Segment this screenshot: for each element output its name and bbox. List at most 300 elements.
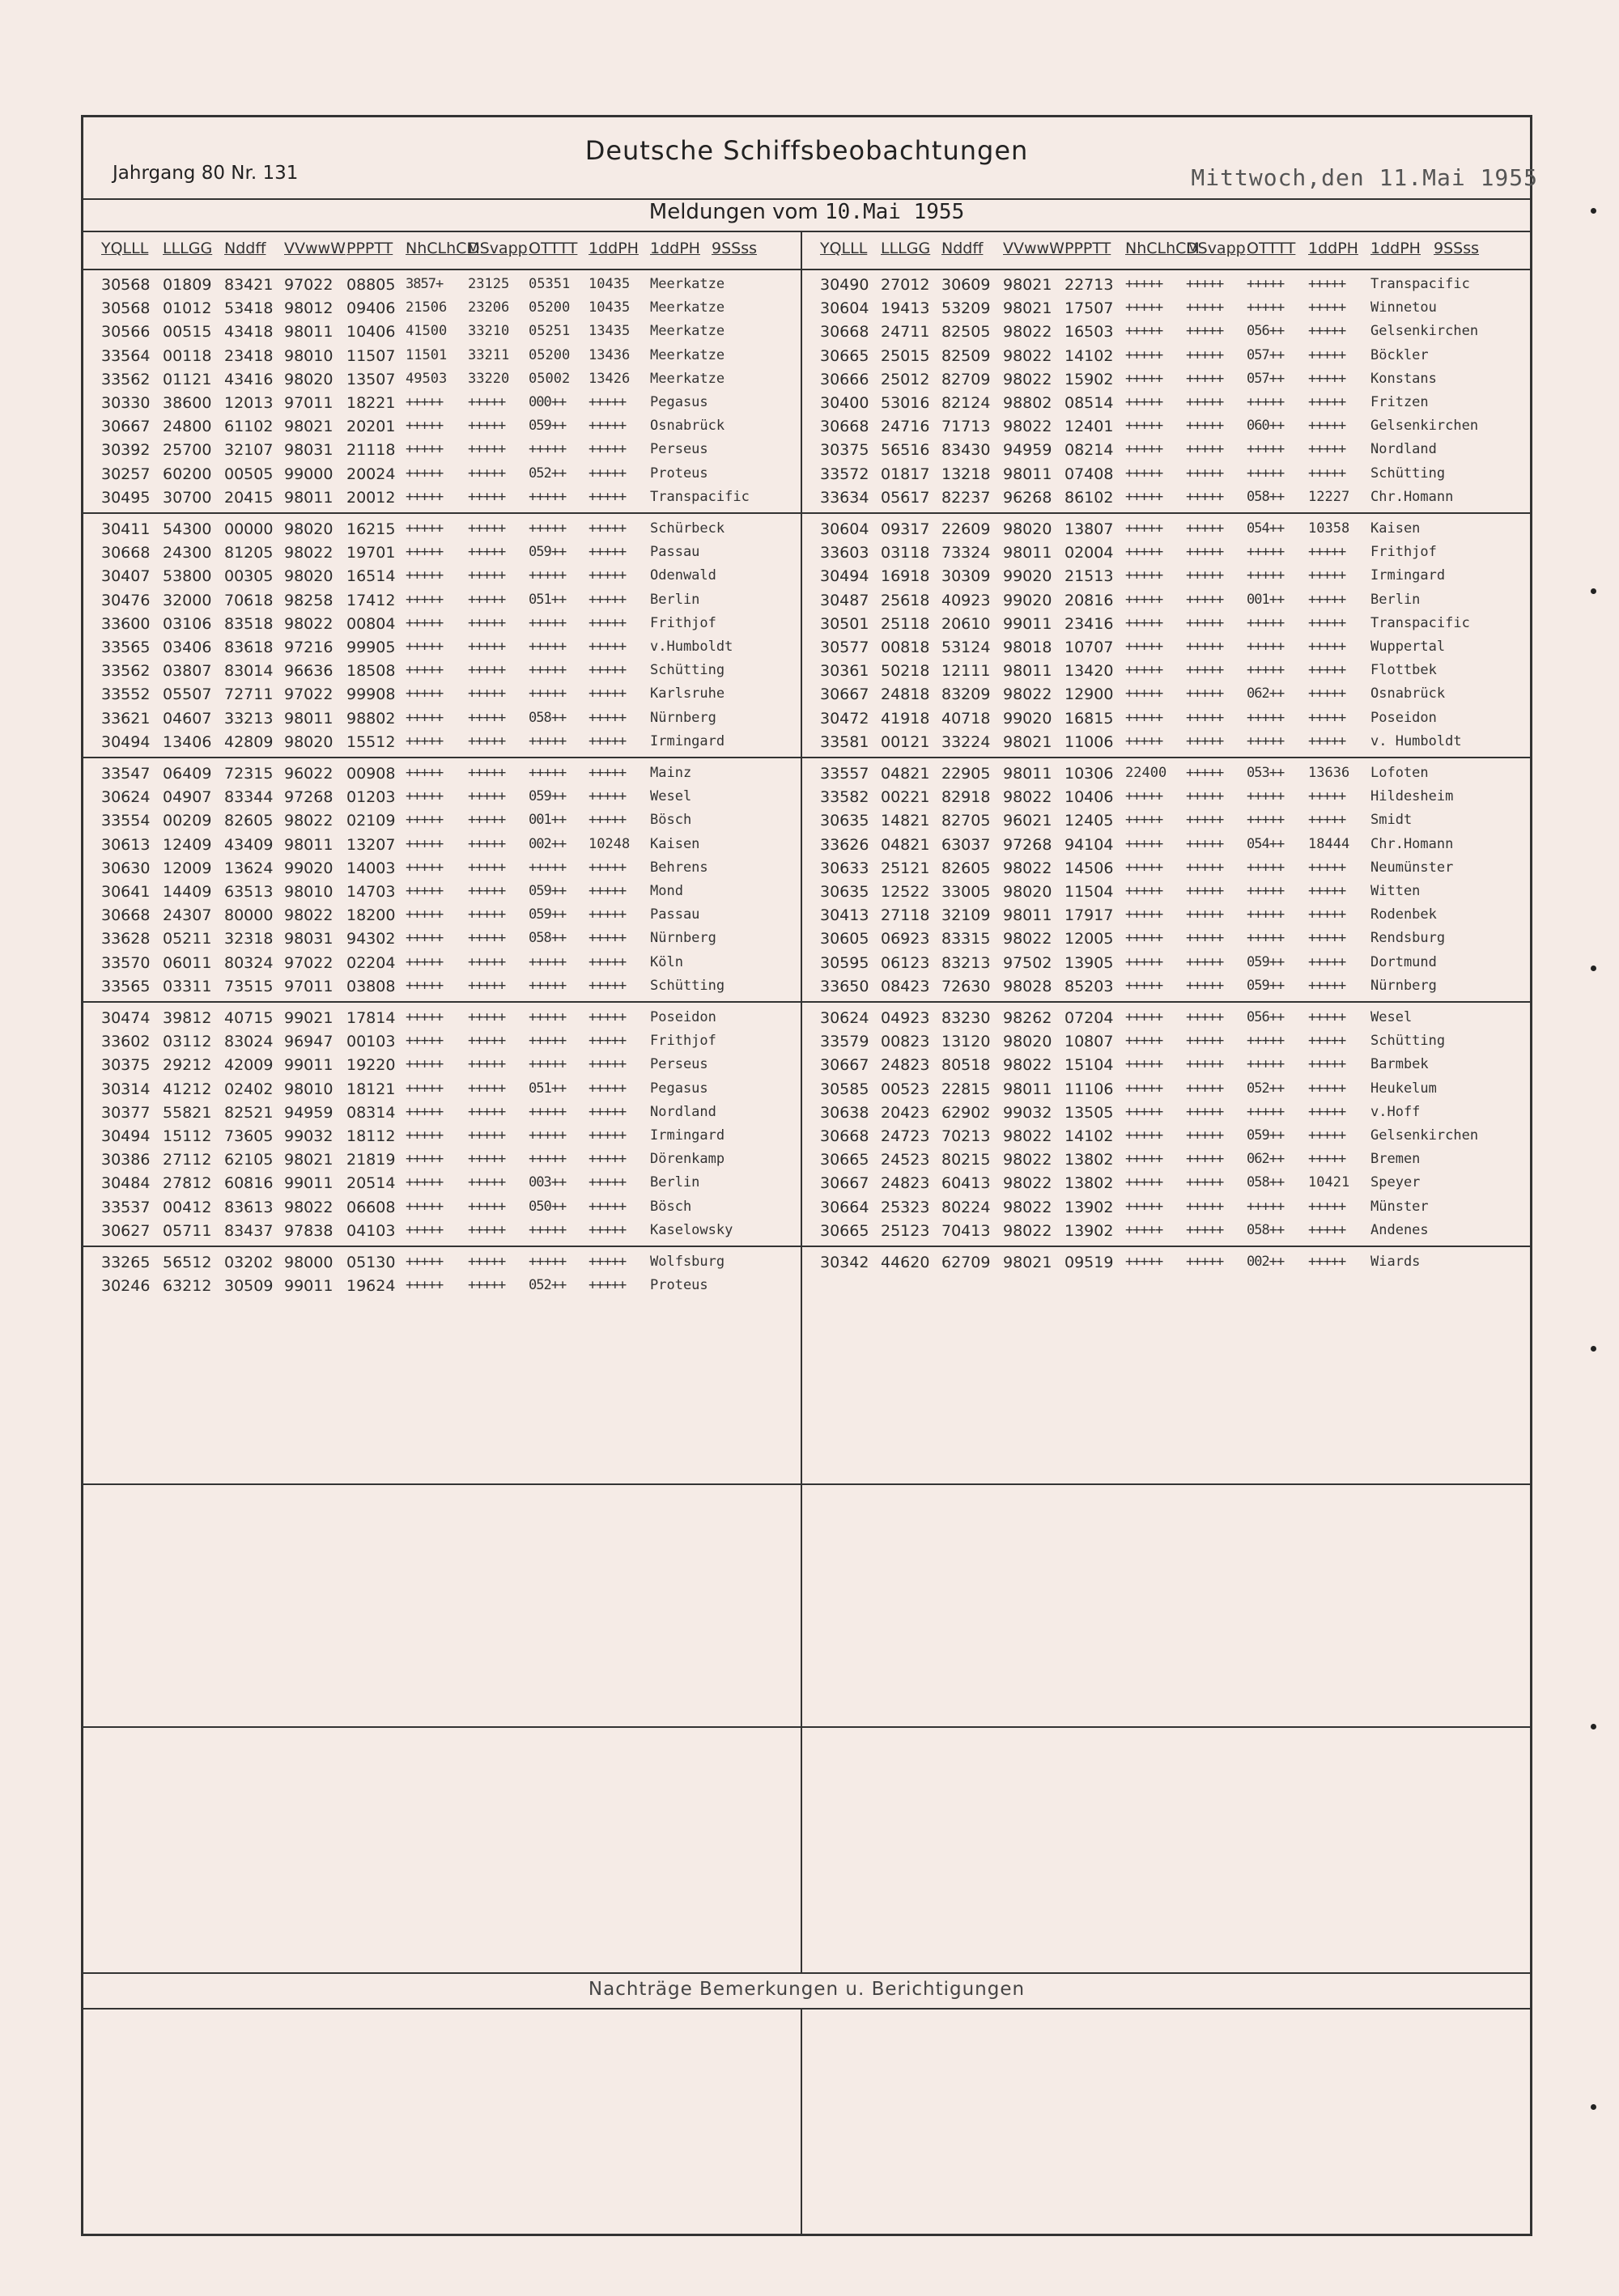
reports-heading xyxy=(83,200,1530,224)
obs-cell: 13902 xyxy=(1064,1221,1114,1240)
obs-cell: 98022 xyxy=(1003,859,1052,877)
obs-cell: 33005 xyxy=(941,883,991,901)
obs-cell: 30585 xyxy=(820,1080,869,1098)
obs-cell: 02204 xyxy=(346,953,396,972)
obs-cell: 059++ xyxy=(529,883,567,899)
obs-cell: 25012 xyxy=(881,370,930,388)
obs-cell: 98022 xyxy=(284,544,334,562)
obs-cell: +++++ xyxy=(589,953,627,970)
obs-cell: 10306 xyxy=(1064,765,1114,783)
obs-cell: +++++ xyxy=(589,977,627,994)
obs-cell: +++++ xyxy=(468,614,506,631)
obs-cell: +++++ xyxy=(1247,614,1285,631)
obs-cell: +++++ xyxy=(1186,299,1224,316)
obs-cell: 42809 xyxy=(224,732,274,751)
obs-cell: 98020 xyxy=(1003,520,1052,538)
obs-cell: 23418 xyxy=(224,346,274,365)
obs-cell: 63212 xyxy=(163,1277,212,1296)
obs-cell: 30361 xyxy=(820,662,869,681)
obs-cell: +++++ xyxy=(1186,1033,1224,1050)
ship-name: Flottbek xyxy=(1370,662,1437,679)
obs-cell: +++++ xyxy=(1308,276,1346,292)
document-title: Deutsche Schiffsbeobachtungen xyxy=(584,135,1029,166)
divider xyxy=(83,269,1530,270)
obs-cell: 98022 xyxy=(1003,418,1052,436)
obs-cell: 30665 xyxy=(820,1151,869,1169)
obs-cell: 13905 xyxy=(1064,953,1114,972)
block-divider xyxy=(83,1972,1530,1974)
obs-cell: +++++ xyxy=(1186,732,1224,749)
obs-cell: +++++ xyxy=(1308,709,1346,726)
obs-cell: 40715 xyxy=(224,1009,274,1027)
obs-cell: +++++ xyxy=(406,1080,444,1097)
ship-name: Meerkatze xyxy=(650,323,725,340)
obs-cell: +++++ xyxy=(1308,906,1346,923)
obs-cell: 98022 xyxy=(1003,346,1052,365)
reports-date: 10.Mai 1955 xyxy=(825,200,965,224)
ship-name: Pegasus xyxy=(650,1080,708,1097)
ship-name: Nürnberg xyxy=(1370,977,1437,994)
obs-cell: +++++ xyxy=(529,732,567,749)
obs-cell: 30624 xyxy=(820,1009,869,1027)
column-header-left: OTTTT xyxy=(529,240,578,257)
obs-cell: 07408 xyxy=(1064,465,1114,483)
obs-cell: 30700 xyxy=(163,488,212,507)
obs-cell: +++++ xyxy=(589,1151,627,1168)
ship-name: Barmbek xyxy=(1370,1056,1429,1073)
obs-cell: 98011 xyxy=(1003,765,1052,783)
obs-cell: +++++ xyxy=(529,441,567,458)
obs-cell: +++++ xyxy=(468,441,506,458)
obs-cell: +++++ xyxy=(529,567,567,584)
obs-cell: 05711 xyxy=(163,1221,212,1240)
obs-cell: +++++ xyxy=(1125,614,1163,631)
obs-cell: +++++ xyxy=(1308,883,1346,899)
obs-cell: 054++ xyxy=(1247,835,1285,852)
ship-name: Pegasus xyxy=(650,394,708,410)
ship-name: Frithjof xyxy=(650,1033,716,1050)
issue-date: Mittwoch,den 11.Mai 1955 xyxy=(1191,164,1538,191)
ship-name: Gelsenkirchen xyxy=(1370,1127,1479,1144)
obs-cell: 98011 xyxy=(1003,544,1052,562)
obs-cell: 001++ xyxy=(1247,591,1285,608)
obs-cell: +++++ xyxy=(406,1151,444,1168)
obs-cell: 30667 xyxy=(820,685,869,704)
ship-name: Winnetou xyxy=(1370,299,1437,316)
obs-cell: +++++ xyxy=(406,685,444,702)
obs-cell: +++++ xyxy=(1186,1056,1224,1073)
obs-cell: 70213 xyxy=(941,1127,991,1145)
obs-cell: 30377 xyxy=(101,1103,151,1122)
block-divider xyxy=(83,512,1530,514)
obs-cell: 80000 xyxy=(224,906,274,925)
ship-name: Böckler xyxy=(1370,346,1429,363)
obs-cell: 33565 xyxy=(101,639,151,656)
obs-cell: +++++ xyxy=(406,883,444,899)
obs-cell: 00804 xyxy=(346,614,396,633)
obs-cell: 98022 xyxy=(1003,1056,1052,1075)
obs-cell: +++++ xyxy=(1308,812,1346,829)
obs-cell: +++++ xyxy=(468,765,506,781)
obs-cell: 07204 xyxy=(1064,1009,1114,1027)
obs-cell: 059++ xyxy=(1247,977,1285,994)
obs-cell: 33565 xyxy=(101,977,151,995)
ship-name: Wesel xyxy=(650,788,692,805)
obs-cell: 13406 xyxy=(163,732,212,751)
block-divider xyxy=(83,1246,1530,1247)
obs-cell: 08514 xyxy=(1064,394,1114,412)
issue-number: Jahrgang 80 Nr. 131 xyxy=(113,163,299,184)
obs-cell: 10406 xyxy=(346,323,396,342)
obs-cell: 054++ xyxy=(1247,520,1285,537)
obs-cell: 18112 xyxy=(346,1127,396,1145)
reports-label: Meldungen vom xyxy=(648,200,818,224)
obs-cell: +++++ xyxy=(589,639,627,655)
ship-name: Schütting xyxy=(650,662,725,679)
obs-cell: +++++ xyxy=(1186,520,1224,537)
ship-name: Wolfsburg xyxy=(650,1254,725,1270)
obs-cell: +++++ xyxy=(1247,276,1285,292)
obs-cell: 01203 xyxy=(346,788,396,807)
column-divider xyxy=(801,2008,802,2234)
obs-cell: 00523 xyxy=(881,1080,930,1098)
ship-name: Kaisen xyxy=(1370,520,1421,537)
obs-cell: 98031 xyxy=(284,441,334,460)
obs-cell: 14703 xyxy=(346,883,396,901)
obs-cell: 30577 xyxy=(820,639,869,656)
obs-cell: 98021 xyxy=(1003,732,1052,751)
obs-cell: 30484 xyxy=(101,1174,151,1193)
obs-cell: 13902 xyxy=(1064,1198,1114,1216)
obs-cell: 10406 xyxy=(1064,788,1114,807)
obs-cell: 62709 xyxy=(941,1254,991,1271)
obs-cell: 83437 xyxy=(224,1221,274,1240)
obs-cell: +++++ xyxy=(468,1174,506,1191)
obs-cell: +++++ xyxy=(1247,883,1285,899)
obs-cell: +++++ xyxy=(1247,394,1285,410)
obs-cell: 051++ xyxy=(529,591,567,608)
obs-cell: +++++ xyxy=(406,662,444,679)
obs-cell: 97022 xyxy=(284,685,334,704)
obs-cell: +++++ xyxy=(1186,1221,1224,1238)
obs-cell: 04607 xyxy=(163,709,212,728)
obs-cell: 30665 xyxy=(820,346,869,365)
obs-cell: 12009 xyxy=(163,859,212,877)
obs-cell: 19220 xyxy=(346,1056,396,1075)
obs-cell: 12111 xyxy=(941,662,991,681)
obs-cell: 13507 xyxy=(346,370,396,388)
obs-cell: +++++ xyxy=(1308,591,1346,608)
obs-cell: +++++ xyxy=(468,788,506,805)
obs-cell: 059++ xyxy=(529,418,567,435)
obs-cell: +++++ xyxy=(529,662,567,679)
obs-cell: +++++ xyxy=(589,465,627,482)
obs-cell: 33552 xyxy=(101,685,151,704)
obs-cell: +++++ xyxy=(406,614,444,631)
obs-cell: 16215 xyxy=(346,520,396,538)
ship-name: Lofoten xyxy=(1370,765,1429,781)
obs-cell: 20610 xyxy=(941,614,991,633)
obs-cell: 16503 xyxy=(1064,323,1114,342)
obs-cell: 94959 xyxy=(1003,441,1052,460)
ship-name: Poseidon xyxy=(1370,709,1437,726)
obs-cell: 30501 xyxy=(820,614,869,633)
obs-cell: +++++ xyxy=(406,418,444,435)
obs-cell: +++++ xyxy=(1125,299,1163,316)
ship-name: Transpacific xyxy=(1370,276,1470,292)
ship-name: Neumünster xyxy=(1370,859,1454,876)
obs-cell: +++++ xyxy=(406,977,444,994)
obs-cell: 060++ xyxy=(1247,418,1285,435)
obs-cell: +++++ xyxy=(468,685,506,702)
obs-cell: +++++ xyxy=(1125,591,1163,608)
obs-cell: 25015 xyxy=(881,346,930,365)
obs-cell: 01012 xyxy=(163,299,212,318)
punch-hole xyxy=(1591,966,1596,971)
obs-cell: 44620 xyxy=(881,1254,930,1271)
ship-name: Smidt xyxy=(1370,812,1413,829)
obs-cell: 80518 xyxy=(941,1056,991,1075)
ship-name: Perseus xyxy=(650,1056,708,1073)
obs-cell: +++++ xyxy=(1125,394,1163,410)
ship-name: Hildesheim xyxy=(1370,788,1454,805)
obs-cell: 30494 xyxy=(101,1127,151,1145)
obs-cell: 98022 xyxy=(1003,788,1052,807)
obs-cell: 72315 xyxy=(224,765,274,783)
obs-cell: 80224 xyxy=(941,1198,991,1216)
obs-cell: 24823 xyxy=(881,1174,930,1193)
obs-cell: +++++ xyxy=(468,812,506,829)
obs-cell: 01817 xyxy=(881,465,930,483)
obs-cell: 82605 xyxy=(941,859,991,877)
obs-cell: +++++ xyxy=(1125,788,1163,805)
obs-cell: 14506 xyxy=(1064,859,1114,877)
obs-cell: +++++ xyxy=(468,567,506,584)
obs-cell: 057++ xyxy=(1247,346,1285,363)
obs-cell: +++++ xyxy=(1125,709,1163,726)
obs-cell: 17412 xyxy=(346,591,396,609)
obs-cell: 30375 xyxy=(101,1056,151,1075)
obs-cell: +++++ xyxy=(468,835,506,852)
obs-cell: +++++ xyxy=(1125,520,1163,537)
obs-cell: 13807 xyxy=(1064,520,1114,538)
obs-cell: 98022 xyxy=(1003,1198,1052,1216)
obs-cell: 98020 xyxy=(284,567,334,586)
form-frame xyxy=(81,115,1538,2236)
obs-cell: +++++ xyxy=(1186,441,1224,458)
obs-cell: 10807 xyxy=(1064,1033,1114,1051)
obs-cell: 058++ xyxy=(1247,1174,1285,1191)
obs-cell: 04907 xyxy=(163,788,212,807)
obs-cell: +++++ xyxy=(1308,567,1346,584)
obs-cell: 17917 xyxy=(1064,906,1114,925)
obs-cell: 05200 xyxy=(529,346,571,363)
obs-cell: 00209 xyxy=(163,812,212,830)
obs-cell: 20514 xyxy=(346,1174,396,1193)
ship-name: Passau xyxy=(650,906,700,923)
obs-cell: 83613 xyxy=(224,1198,274,1216)
obs-cell: +++++ xyxy=(1308,1221,1346,1238)
obs-cell: 98012 xyxy=(284,299,334,318)
obs-cell: +++++ xyxy=(1125,1254,1163,1270)
obs-cell: 98022 xyxy=(1003,1151,1052,1169)
obs-cell: 53209 xyxy=(941,299,991,318)
obs-cell: +++++ xyxy=(1247,465,1285,482)
obs-cell: 30309 xyxy=(941,567,991,586)
obs-cell: 98022 xyxy=(1003,685,1052,704)
obs-cell: 98011 xyxy=(1003,465,1052,483)
obs-cell: +++++ xyxy=(1247,1198,1285,1215)
obs-cell: +++++ xyxy=(1125,1198,1163,1215)
obs-cell: +++++ xyxy=(1186,788,1224,805)
obs-cell: 04923 xyxy=(881,1009,930,1027)
obs-cell: +++++ xyxy=(1308,1198,1346,1215)
obs-cell: 98802 xyxy=(1003,394,1052,412)
obs-cell: +++++ xyxy=(589,1174,627,1191)
obs-cell: +++++ xyxy=(529,1009,567,1025)
obs-cell: +++++ xyxy=(1186,906,1224,923)
obs-cell: +++++ xyxy=(1247,639,1285,655)
obs-cell: 24716 xyxy=(881,418,930,436)
obs-cell: 13120 xyxy=(941,1033,991,1051)
obs-cell: 14003 xyxy=(346,859,396,877)
ship-name: Wiards xyxy=(1370,1254,1421,1270)
obs-cell: 96636 xyxy=(284,662,334,681)
ship-name: Proteus xyxy=(650,1277,708,1294)
obs-cell: 82237 xyxy=(941,488,991,507)
obs-cell: 12005 xyxy=(1064,930,1114,949)
obs-cell: 08214 xyxy=(1064,441,1114,460)
obs-cell: 13420 xyxy=(1064,662,1114,681)
obs-cell: 96947 xyxy=(284,1033,334,1051)
obs-cell: 13218 xyxy=(941,465,991,483)
obs-cell: 33557 xyxy=(820,765,869,783)
obs-cell: 94104 xyxy=(1064,835,1114,854)
obs-cell: 33213 xyxy=(224,709,274,728)
obs-cell: 13505 xyxy=(1064,1103,1114,1122)
obs-cell: 99032 xyxy=(1003,1103,1052,1122)
obs-cell: 30494 xyxy=(820,567,869,586)
obs-cell: +++++ xyxy=(589,488,627,505)
ship-name: Bösch xyxy=(650,1198,692,1215)
obs-cell: +++++ xyxy=(1125,812,1163,829)
ship-name: Odenwald xyxy=(650,567,716,584)
obs-cell: +++++ xyxy=(589,1277,627,1294)
obs-cell: 33265 xyxy=(101,1254,151,1271)
obs-cell: 30664 xyxy=(820,1198,869,1216)
obs-cell: 30490 xyxy=(820,276,869,294)
obs-cell: 83315 xyxy=(941,930,991,949)
obs-cell: 30667 xyxy=(820,1174,869,1193)
obs-cell: 82124 xyxy=(941,394,991,412)
obs-cell: +++++ xyxy=(406,953,444,970)
obs-cell: 33547 xyxy=(101,765,151,783)
obs-cell: +++++ xyxy=(1247,544,1285,561)
obs-cell: +++++ xyxy=(1186,370,1224,387)
obs-cell: 33628 xyxy=(101,930,151,949)
obs-cell: 99011 xyxy=(1003,614,1052,633)
obs-cell: +++++ xyxy=(1125,346,1163,363)
obs-cell: 05507 xyxy=(163,685,212,704)
obs-cell: 98010 xyxy=(284,883,334,901)
obs-cell: 98021 xyxy=(284,418,334,436)
obs-cell: 86102 xyxy=(1064,488,1114,507)
obs-cell: 42009 xyxy=(224,1056,274,1075)
obs-cell: 25618 xyxy=(881,591,930,609)
obs-cell: 99020 xyxy=(1003,591,1052,609)
obs-cell: +++++ xyxy=(468,1080,506,1097)
column-header-right: OTTTT xyxy=(1247,240,1296,257)
obs-cell: 81205 xyxy=(224,544,274,562)
obs-cell: 29212 xyxy=(163,1056,212,1075)
obs-cell: 99021 xyxy=(284,1009,334,1027)
obs-cell: +++++ xyxy=(589,906,627,923)
ship-name: Kaisen xyxy=(650,835,700,852)
obs-cell: +++++ xyxy=(468,488,506,505)
obs-cell: 94959 xyxy=(284,1103,334,1122)
obs-cell: 83230 xyxy=(941,1009,991,1027)
obs-cell: 70413 xyxy=(941,1221,991,1240)
obs-cell: 97011 xyxy=(284,977,334,995)
obs-cell: 24523 xyxy=(881,1151,930,1169)
obs-cell: 98022 xyxy=(284,614,334,633)
obs-cell: +++++ xyxy=(589,685,627,702)
obs-cell: +++++ xyxy=(529,1254,567,1270)
obs-cell: +++++ xyxy=(1125,906,1163,923)
obs-cell: +++++ xyxy=(406,1254,444,1270)
obs-cell: 01121 xyxy=(163,370,212,388)
obs-cell: 12013 xyxy=(224,394,274,412)
obs-cell: +++++ xyxy=(406,488,444,505)
obs-cell: 97838 xyxy=(284,1221,334,1240)
obs-cell: 18444 xyxy=(1308,835,1350,852)
obs-cell: 10248 xyxy=(589,835,631,852)
obs-cell: 050++ xyxy=(529,1198,567,1215)
obs-cell: +++++ xyxy=(1125,732,1163,749)
obs-cell: 25700 xyxy=(163,441,212,460)
obs-cell: +++++ xyxy=(589,859,627,876)
obs-cell: 98011 xyxy=(284,835,334,854)
obs-cell: 98018 xyxy=(1003,639,1052,656)
obs-cell: +++++ xyxy=(529,765,567,781)
obs-cell: +++++ xyxy=(406,591,444,608)
obs-cell: 059++ xyxy=(529,906,567,923)
obs-cell: 30665 xyxy=(820,1221,869,1240)
obs-cell: +++++ xyxy=(1308,1103,1346,1120)
obs-cell: 33603 xyxy=(820,544,869,562)
obs-cell: 22713 xyxy=(1064,276,1114,294)
obs-cell: 98022 xyxy=(284,906,334,925)
obs-cell: +++++ xyxy=(468,977,506,994)
obs-cell: 43409 xyxy=(224,835,274,854)
obs-cell: 98020 xyxy=(284,520,334,538)
obs-cell: 10707 xyxy=(1064,639,1114,656)
obs-cell: 24300 xyxy=(163,544,212,562)
obs-cell: +++++ xyxy=(1125,488,1163,505)
punch-hole xyxy=(1591,1346,1596,1352)
obs-cell: +++++ xyxy=(468,732,506,749)
obs-cell: 83518 xyxy=(224,614,274,633)
obs-cell: +++++ xyxy=(1186,709,1224,726)
ship-name: Berlin xyxy=(650,591,700,608)
obs-cell: 98011 xyxy=(284,323,334,342)
column-header-left: NhCLhCM xyxy=(406,240,480,257)
obs-cell: +++++ xyxy=(1186,1151,1224,1168)
obs-cell: 33626 xyxy=(820,835,869,854)
obs-cell: 00221 xyxy=(881,788,930,807)
obs-cell: +++++ xyxy=(406,1198,444,1215)
obs-cell: 38600 xyxy=(163,394,212,412)
